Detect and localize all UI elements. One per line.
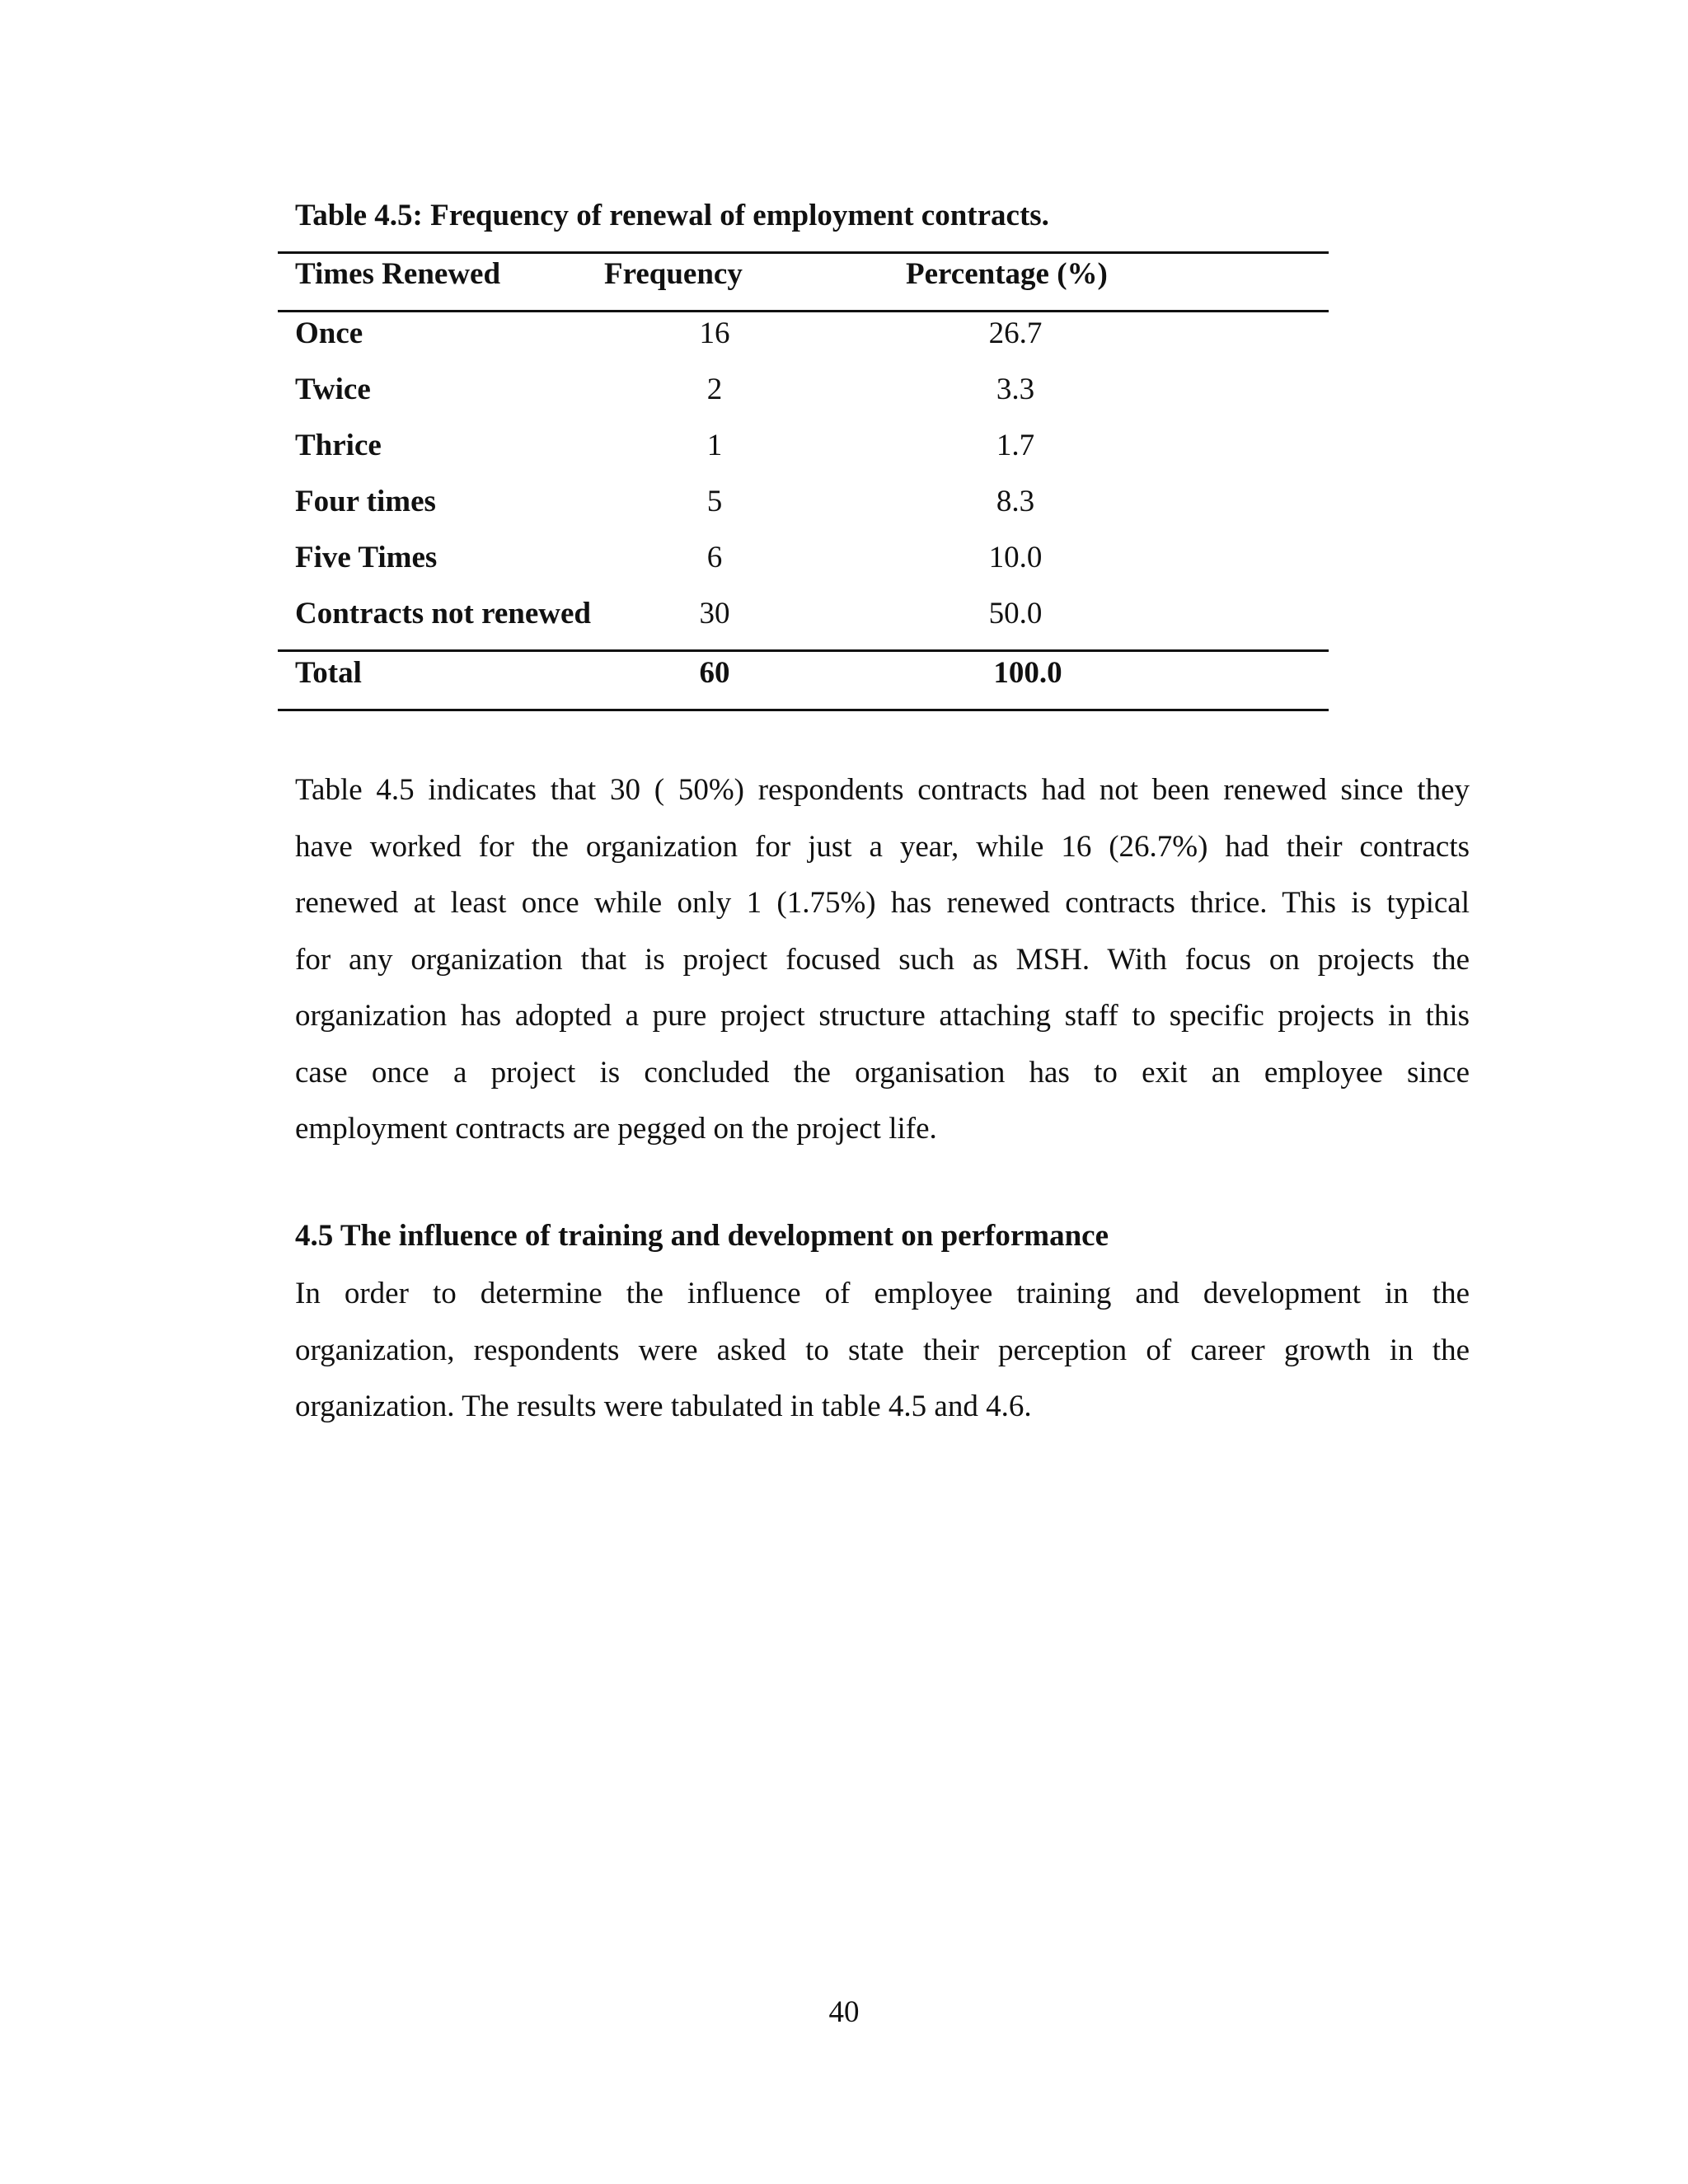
paragraph-table-discussion bbox=[295, 762, 1470, 1158]
row-label: Four times bbox=[295, 485, 436, 518]
paragraph-line: In order to determine the influence of employee training and development in the bbox=[295, 1277, 1470, 1310]
total-label: Total bbox=[295, 656, 362, 690]
paragraph-line: have worked for the organization for just a year, while 16 (26.7%) had their contracts bbox=[295, 829, 1470, 864]
paragraph-line: for any organization that is project focused such as MSH. With focus on projects the bbox=[295, 942, 1470, 977]
row-percentage: 3.3 bbox=[996, 373, 1035, 406]
row-percentage: 50.0 bbox=[988, 597, 1043, 630]
row-frequency: 6 bbox=[706, 541, 723, 574]
header-frequency: Frequency bbox=[604, 257, 743, 291]
row-label: Contracts not renewed bbox=[295, 597, 591, 630]
row-label: Thrice bbox=[295, 429, 382, 462]
header-percentage: Percentage (%) bbox=[906, 257, 1108, 291]
paragraph-line: organization, respondents were asked to state their perception of career growth in the bbox=[295, 1333, 1470, 1367]
header-bottom-rule bbox=[278, 310, 1329, 312]
total-percentage: 100.0 bbox=[993, 656, 1062, 690]
row-label: Twice bbox=[295, 373, 371, 406]
paragraph-line: organization. The results were tabulated in table 4.5 and 4.6. bbox=[295, 1390, 1032, 1423]
row-frequency: 2 bbox=[706, 373, 723, 406]
row-percentage: 26.7 bbox=[988, 316, 1043, 350]
total-top-rule bbox=[278, 649, 1329, 652]
header-times-renewed: Times Renewed bbox=[295, 257, 501, 291]
row-frequency: 30 bbox=[699, 597, 730, 630]
paragraph-line: renewed at least once while only 1 (1.75%) has renewed contracts thrice. This is typical bbox=[295, 886, 1470, 920]
table-top-rule bbox=[278, 251, 1329, 254]
row-label: Once bbox=[295, 316, 363, 350]
row-percentage: 8.3 bbox=[996, 485, 1035, 518]
page-number: 40 bbox=[828, 1995, 860, 2029]
paragraph-line: employment contracts are pegged on the project life. bbox=[295, 1112, 937, 1146]
paragraph-training-intro bbox=[295, 1266, 1470, 1436]
row-frequency: 1 bbox=[706, 429, 723, 462]
row-frequency: 5 bbox=[706, 485, 723, 518]
paragraph-line: Table 4.5 indicates that 30 ( 50%) respondents contracts had not been renewed since they bbox=[295, 773, 1470, 807]
table-bottom-rule bbox=[278, 709, 1329, 711]
row-frequency: 16 bbox=[699, 316, 730, 350]
row-percentage: 1.7 bbox=[996, 429, 1035, 462]
table-caption: Table 4.5: Frequency of renewal of employment contracts. bbox=[295, 199, 1049, 232]
total-frequency: 60 bbox=[699, 656, 730, 690]
row-label: Five Times bbox=[295, 541, 438, 574]
row-percentage: 10.0 bbox=[988, 541, 1043, 574]
section-heading: 4.5 The influence of training and development on performance bbox=[295, 1219, 1109, 1253]
paragraph-line: organization has adopted a pure project structure attaching staff to specific projects in this bbox=[295, 999, 1470, 1033]
paragraph-line: case once a project is concluded the organisation has to exit an employee since bbox=[295, 1055, 1470, 1090]
